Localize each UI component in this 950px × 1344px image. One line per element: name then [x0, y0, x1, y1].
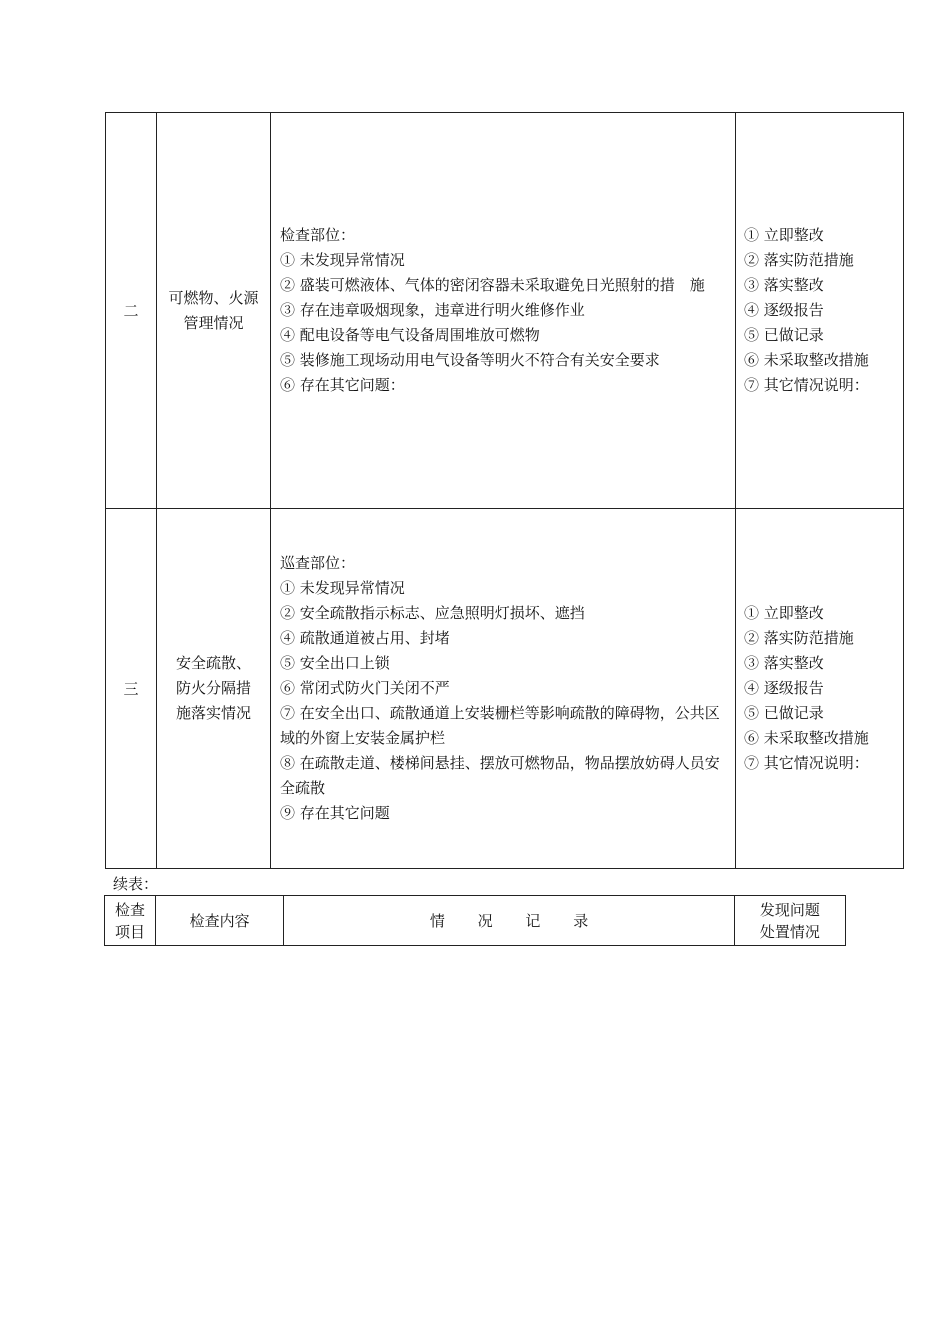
measure-option: ④ 逐级报告: [744, 301, 824, 319]
content-line: ① 未发现异常情况: [280, 251, 405, 269]
header-record-char: 记: [525, 911, 541, 930]
measure-option: ③ 落实整改: [744, 276, 824, 294]
header-item-line: 检查: [115, 900, 146, 919]
content-line: ⑥ 存在其它问题：: [280, 376, 405, 394]
content-line: ④ 配电设备等电气设备周围堆放可燃物: [280, 326, 540, 344]
content-line: ⑤ 装修施工现场动用电气设备等明火不符合有关安全要求: [280, 351, 660, 369]
content-line: ① 未发现异常情况: [280, 579, 405, 597]
header-content: 检查内容: [156, 896, 284, 946]
content-line: ⑥ 常闭式防火门关闭不严: [280, 679, 450, 697]
section-measures: [736, 509, 904, 869]
section-row-3: [106, 509, 904, 869]
section-content: [271, 509, 736, 869]
header-record-char: 录: [573, 911, 589, 930]
measure-option: ⑥ 未采取整改措施: [744, 729, 869, 747]
section-number: 二: [106, 113, 157, 509]
header-item-line: 项目: [115, 922, 146, 941]
section-number: 三: [106, 509, 157, 869]
content-line: ⑤ 安全出口上锁: [280, 654, 390, 672]
measure-option: ② 落实防范措施: [744, 629, 854, 647]
measure-option: ② 落实防范措施: [744, 251, 854, 269]
content-line: ⑨ 存在其它问题: [280, 804, 390, 822]
section-title-line: 防火分隔措: [175, 679, 251, 697]
measure-option: ⑥ 未采取整改措施: [744, 351, 869, 369]
section-title-line: 管理情况: [183, 313, 244, 332]
section-title-line: 安全疏散、: [175, 654, 251, 672]
section-title-line: 施落实情况: [175, 704, 251, 722]
header-record: [284, 896, 735, 946]
section-row-2: [106, 113, 904, 509]
content-line: ④ 疏散通道被占用、封堵: [280, 629, 450, 647]
header-record-char: 况: [477, 911, 493, 930]
content-line: ② 盛装可燃液体、气体的密闭容器未采取避免日光照射的措 施: [280, 276, 705, 294]
header-record-char: 情: [429, 911, 445, 930]
content-line: 巡查部位：: [280, 554, 356, 572]
measure-option: ⑤ 已做记录: [744, 704, 824, 722]
measure-option: ① 立即整改: [744, 604, 824, 622]
measure-option: ③ 落实整改: [744, 654, 824, 672]
header-row: [105, 896, 846, 946]
continuation-label: 续表：: [113, 875, 159, 893]
content-line: ③ 存在违章吸烟现象，违章进行明火维修作业: [280, 301, 585, 319]
header-disposal-line: 处置情况: [759, 922, 820, 941]
header-disposal-line: 发现问题: [759, 900, 820, 919]
section-title: [157, 509, 271, 869]
measure-option: ⑦ 其它情况说明：: [744, 376, 869, 394]
measure-option: ④ 逐级报告: [744, 679, 824, 697]
content-line: ② 安全疏散指示标志、应急照明灯损坏、遮挡: [280, 604, 585, 622]
section-measures: [736, 113, 904, 509]
header-disposal: [734, 896, 845, 946]
measure-option: ⑤ 已做记录: [744, 326, 824, 344]
section-content: [271, 113, 736, 509]
continuation-header-table: [104, 895, 846, 946]
section-title: [157, 113, 271, 509]
content-line: ⑦ 在安全出口、疏散通道上安装栅栏等影响疏散的障碍物，公共区域的外窗上安装金属护栏: [280, 704, 720, 747]
content-line: ⑧ 在疏散走道、楼梯间悬挂、摆放可燃物品，物品摆放妨碍人员安全疏散: [280, 754, 720, 797]
section-title-line: 可燃物、火源: [168, 288, 259, 307]
measure-option: ① 立即整改: [744, 226, 824, 244]
inspection-table: [105, 112, 904, 869]
content-line: 检查部位：: [280, 226, 356, 244]
header-item: [105, 896, 156, 946]
measure-option: ⑦ 其它情况说明：: [744, 754, 869, 772]
